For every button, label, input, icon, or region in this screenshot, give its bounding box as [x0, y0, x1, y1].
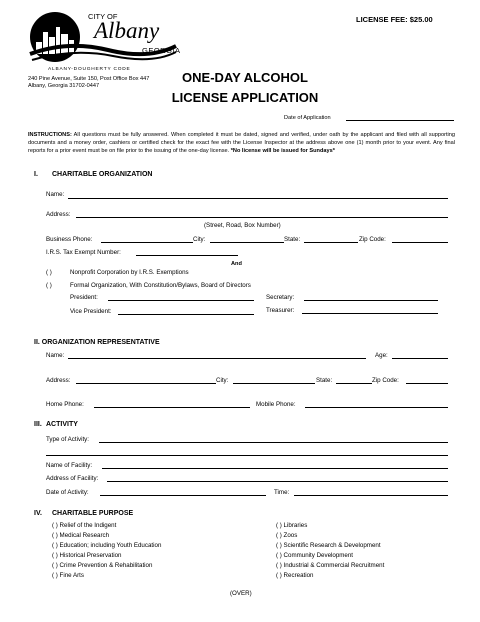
- facility-address-field[interactable]: [107, 481, 448, 482]
- activity-type-label: Type of Activity:: [46, 436, 89, 443]
- president-label: President:: [70, 294, 98, 301]
- rep-city-field[interactable]: [233, 383, 315, 384]
- home-phone-field[interactable]: [94, 407, 250, 408]
- purpose-scientific-research[interactable]: ( ) Scientific Research & Development: [276, 542, 381, 549]
- activity-time-label: Time:: [274, 489, 290, 496]
- rep-name-label: Name:: [46, 352, 65, 359]
- section-4-heading: CHARITABLE PURPOSE: [52, 510, 134, 517]
- org-name-label: Name:: [46, 191, 65, 198]
- logo-georgia: GEORGIA: [142, 46, 181, 55]
- and-label: And: [231, 261, 242, 267]
- section-4-number: IV.: [34, 510, 42, 517]
- purpose-recreation[interactable]: ( ) Recreation: [276, 572, 314, 579]
- org-name-field[interactable]: [68, 198, 448, 199]
- org-zip-label: Zip Code:: [359, 236, 386, 243]
- license-fee: LICENSE FEE: $25.00: [356, 15, 433, 24]
- logo-tagline: ALBANY-DOUGHERTY CODE: [48, 67, 131, 72]
- facility-name-label: Name of Facility:: [46, 462, 93, 469]
- purpose-relief-indigent[interactable]: ( ) Relief of the Indigent: [52, 522, 117, 529]
- org-state-label: State:: [284, 236, 301, 243]
- rep-zip-field[interactable]: [406, 383, 448, 384]
- rep-address-field[interactable]: [76, 383, 216, 384]
- secretary-label: Secretary:: [266, 294, 295, 301]
- section-1-heading: CHARITABLE ORGANIZATION: [52, 171, 153, 178]
- business-phone-field[interactable]: [101, 242, 193, 243]
- vice-president-label: Vice President:: [70, 308, 112, 315]
- mobile-phone-label: Mobile Phone:: [256, 401, 296, 408]
- address-line-2: Albany, Georgia 31702-0447: [28, 83, 100, 89]
- business-phone-label: Business Phone:: [46, 236, 93, 243]
- rep-name-field[interactable]: [68, 358, 366, 359]
- rep-address-label: Address:: [46, 377, 71, 384]
- logo-city-of: CITY OF: [88, 12, 118, 21]
- nonprofit-checkbox[interactable]: ( ): [46, 269, 52, 276]
- section-1-number: I.: [34, 171, 38, 178]
- vice-president-field[interactable]: [118, 314, 254, 315]
- section-2-heading: II. ORGANIZATION REPRESENTATIVE: [34, 339, 160, 346]
- instructions-sunday-note: *No license will be issued for Sundays*: [230, 148, 335, 155]
- president-field[interactable]: [108, 300, 254, 301]
- section-3-heading: ACTIVITY: [46, 421, 78, 428]
- purpose-community-development[interactable]: ( ) Community Development: [276, 552, 354, 559]
- activity-time-field[interactable]: [294, 495, 448, 496]
- org-city-label: City:: [193, 236, 206, 243]
- form-title-line-1: ONE-DAY ALCOHOL: [182, 70, 308, 85]
- address-line-1: 240 Pine Avenue, Suite 150, Post Office Box 447: [28, 76, 150, 82]
- rep-age-label: Age:: [375, 352, 388, 359]
- facility-address-label: Address of Facility:: [46, 475, 99, 482]
- purpose-medical-research[interactable]: ( ) Medical Research: [52, 532, 110, 539]
- date-of-application-label: Date of Application: [284, 115, 331, 121]
- org-state-field[interactable]: [304, 242, 358, 243]
- purpose-education[interactable]: ( ) Education; including Youth Education: [52, 542, 162, 549]
- home-phone-label: Home Phone:: [46, 401, 84, 408]
- rep-state-field[interactable]: [336, 383, 372, 384]
- instructions-lead: INSTRUCTIONS:: [28, 132, 72, 138]
- mobile-phone-field[interactable]: [305, 407, 448, 408]
- secretary-field[interactable]: [304, 300, 438, 301]
- logo-albany: Albany: [94, 18, 160, 43]
- nonprofit-option-label: Nonprofit Corporation by I.R.S. Exemptions: [70, 269, 189, 276]
- irs-field[interactable]: [136, 255, 238, 256]
- activity-type-field[interactable]: [99, 442, 448, 443]
- org-city-field[interactable]: [210, 242, 284, 243]
- instructions: [28, 131, 455, 156]
- purpose-historical-preservation[interactable]: ( ) Historical Preservation: [52, 552, 122, 559]
- rep-state-label: State:: [316, 377, 333, 384]
- form-title: [140, 68, 350, 108]
- org-address-label: Address:: [46, 211, 71, 218]
- activity-date-label: Date of Activity:: [46, 489, 89, 496]
- purpose-zoos[interactable]: ( ) Zoos: [276, 532, 298, 539]
- org-address-field[interactable]: [76, 217, 448, 218]
- purpose-libraries[interactable]: ( ) Libraries: [276, 522, 308, 529]
- date-of-application-field[interactable]: [346, 120, 454, 121]
- rep-age-field[interactable]: [392, 358, 448, 359]
- facility-name-field[interactable]: [102, 468, 448, 469]
- over-note: (OVER): [230, 590, 252, 597]
- activity-type-field-line-2[interactable]: [46, 455, 448, 456]
- activity-date-field[interactable]: [100, 495, 266, 496]
- org-address-hint: (Street, Road, Box Number): [204, 222, 281, 229]
- section-3-number: III.: [34, 421, 42, 428]
- rep-city-label: City:: [216, 377, 229, 384]
- form-title-line-2: LICENSE APPLICATION: [171, 90, 319, 105]
- formal-org-checkbox[interactable]: ( ): [46, 282, 52, 289]
- treasurer-field[interactable]: [302, 313, 438, 314]
- irs-label: I.R.S. Tax Exempt Number:: [46, 249, 121, 256]
- instructions-body: All questions must be fully answered. When completed it must be dated, signed and verified, under oath by the applicant and filed with all supporting documents and a money order, cashiers or certified check for the exact fee with the License Inspector at the address above one (1) month prior to your event. Any final reports for a prior event must be on file prior to the issuing of the one-day license.: [28, 132, 455, 155]
- org-zip-field[interactable]: [392, 242, 448, 243]
- rep-zip-label: Zip Code:: [372, 377, 399, 384]
- treasurer-label: Treasurer:: [266, 307, 295, 314]
- purpose-fine-arts[interactable]: ( ) Fine Arts: [52, 572, 84, 579]
- formal-org-option-label: Formal Organization, With Constitution/Bylaws, Board of Directors: [70, 282, 251, 289]
- purpose-industrial-recruitment[interactable]: ( ) Industrial & Commercial Recruitment: [276, 562, 385, 569]
- purpose-crime-prevention[interactable]: ( ) Crime Prevention & Rehabilitation: [52, 562, 153, 569]
- city-logo: [28, 10, 181, 68]
